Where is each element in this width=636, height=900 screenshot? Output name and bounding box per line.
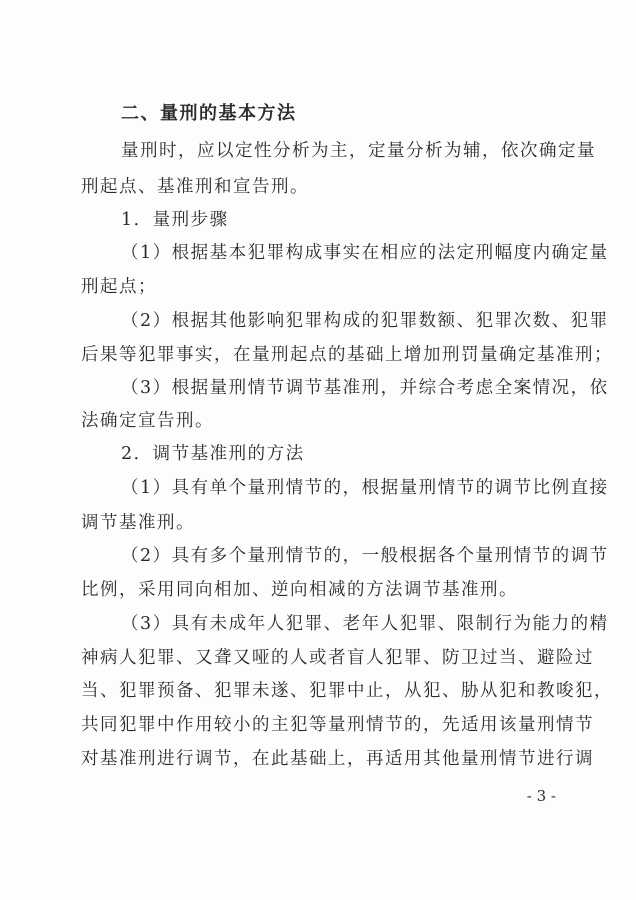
- page-number: - 3 -: [526, 787, 556, 805]
- paragraph-line: 神病人犯罪、又聋又哑的人或者盲人犯罪、防卫过当、避险过: [81, 648, 594, 668]
- paragraph-line: （1）具有单个量刑情节的，根据量刑情节的调节比例直接: [121, 478, 609, 498]
- paragraph-line: 后果等犯罪事实，在量刑起点的基础上增加刑罚量确定基准刑；: [81, 345, 613, 365]
- paragraph-line: （2）具有多个量刑情节的，一般根据各个量刑情节的调节: [121, 546, 609, 566]
- paragraph-line: 当、犯罪预备、犯罪未遂、犯罪中止，从犯、胁从犯和教唆犯，: [81, 681, 613, 701]
- paragraph-line: （2）根据其他影响犯罪构成的犯罪数额、犯罪次数、犯罪: [121, 311, 609, 331]
- paragraph-line: 量刑时，应以定性分析为主，定量分析为辅，依次确定量: [121, 141, 596, 161]
- paragraph-line: （3）具有未成年人犯罪、老年人犯罪、限制行为能力的精: [121, 614, 609, 634]
- paragraph-line: （3）根据量刑情节调节基准刑，并综合考虑全案情况，依: [121, 378, 609, 398]
- paragraph-line: 比例，采用同向相加、逆向相减的方法调节基准刑。: [81, 580, 518, 600]
- paragraph-line: 调节基准刑。: [81, 513, 195, 533]
- section-heading: 二、量刑的基本方法: [121, 103, 297, 124]
- paragraph-line: 刑起点；: [81, 277, 157, 297]
- paragraph-line: （1）根据基本犯罪构成事实在相应的法定刑幅度内确定量: [121, 243, 609, 263]
- paragraph-line: 法确定宣告刑。: [81, 411, 214, 431]
- paragraph-line: 刑起点、基准刑和宣告刑。: [81, 177, 309, 197]
- paragraph-line: 对基准刑进行调节，在此基础上，再适用其他量刑情节进行调: [81, 749, 594, 769]
- subheading-line: 1．量刑步骤: [121, 210, 229, 230]
- paragraph-line: 共同犯罪中作用较小的主犯等量刑情节的，先适用该量刑情节: [81, 715, 594, 735]
- subheading-line: 2．调节基准刑的方法: [121, 444, 305, 464]
